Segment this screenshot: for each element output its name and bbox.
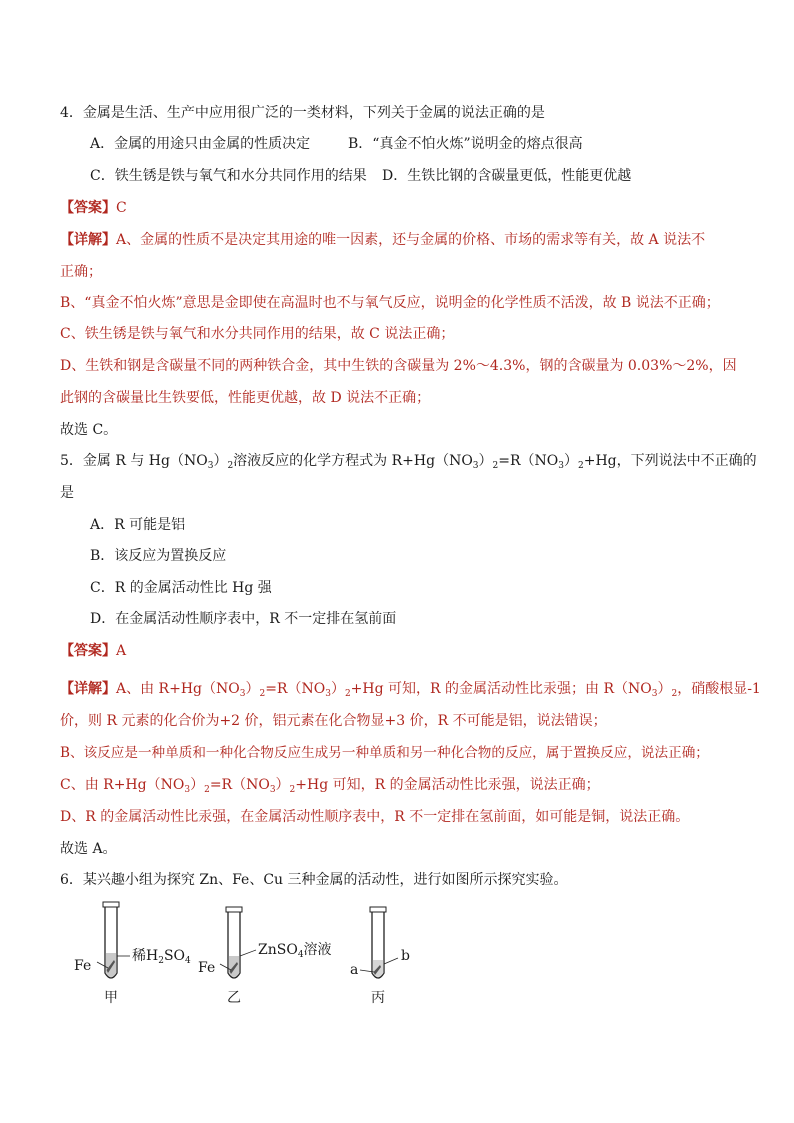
tube-bing-label-a: a [350, 962, 359, 978]
q5-detail-line: C、由 $R+Hg(NO_3)_2=R(NO_3)_2+Hg$ 可知，R 的金属活动性比汞强，说法正确； [60, 777, 600, 795]
q4-detail-line [60, 230, 705, 250]
detail-tag: 【详解】 [60, 681, 116, 697]
q5-option-b: B．该反应为置换反应 [90, 548, 227, 564]
q4-stem: 4．金属是生活、生产中应用很广泛的一类材料，下列关于金属的说法正确的是 [60, 105, 545, 121]
q4-answer [60, 198, 127, 218]
answer-value: C [116, 200, 127, 216]
q4-option-a: A．金属的用途只由金属的性质决定 [90, 136, 311, 152]
q5-answer [60, 641, 126, 661]
q4-detail-line: B、“真金不怕火炼”意思是金即使在高温时也不与氧气反应，说明金的化学性质不活泼，故 B 说法不正确； [60, 295, 720, 311]
q4-option-b: B．“真金不怕火炼”说明金的熔点很高 [348, 136, 583, 152]
q5-option-a: A．R 可能是铝 [90, 517, 186, 533]
q5-detail-line: B、该反应是一种单质和一种化合物反应生成另一种单质和另一种化合物的反应，属于置换反应，说法正确； [60, 745, 709, 761]
q5-option-d: D．在金属活动性顺序表中，R 不一定排在氢前面 [90, 611, 397, 627]
answer-value: A [116, 643, 127, 659]
q4-conclusion: 故选 C。 [60, 422, 118, 438]
tube-jia [74, 902, 191, 1006]
q4-detail-line: D、生铁和钢是含碳量不同的两种铁合金，其中生铁的含碳量为 2%～4.3%，钢的含碳量为 0.03%～2%，因 [60, 358, 737, 374]
detail-tag: 【详解】 [60, 232, 116, 248]
q4-option-c: C．铁生锈是铁与氧气和水分共同作用的结果 [90, 168, 367, 184]
q5-detail-line: 价，则 R 元素的化合价为+2 价，铝元素在化合物显+3 价，R 不可能是铝，说法错误； [60, 713, 607, 729]
q5-detail-line: 【详解】A、由 $R+Hg(NO_3)_2=R(NO_3)_2+Hg$ 可知，R 的金属活动性比汞强；由 $R(NO_3)_2$，硝酸根显-1 [60, 681, 761, 699]
tube-bing-label-b: b [401, 948, 410, 964]
answer-tag: 【答案】 [60, 200, 116, 216]
answer-tag: 【答案】 [60, 643, 116, 659]
q5-stem-continued: 是 [60, 485, 74, 501]
tube-bing [350, 907, 410, 1006]
tube-jia-reagent: 稀$H_2SO_4$ [132, 948, 191, 966]
tube-yi-caption: 乙 [227, 990, 241, 1006]
test-tube-figure [60, 898, 500, 1018]
q4-detail-line: C、铁生锈是铁与氧气和水分共同作用的结果，故 C 说法正确； [60, 326, 455, 342]
tube-yi-metal: Fe [198, 960, 216, 976]
q5-option-c: C．R 的金属活动性比 Hg 强 [90, 580, 272, 596]
q6-stem: 6．某兴趣小组为探究 Zn、Fe、Cu 三种金属的活动性，进行如图所示探究实验。 [60, 872, 568, 888]
q4-option-d: D．生铁比钢的含碳量更低，性能更优越 [382, 168, 632, 184]
q5-detail-line: D、R 的金属活动性比汞强，在金属活动性顺序表中，R 不一定排在氢前面，如可能是铜，说法正确。 [60, 809, 690, 825]
q5-stem: 5．金属 R 与 $Hg(NO_3)_2$溶液反应的化学方程式为 $R+Hg(NO_3)_2=R(NO_3)_2+Hg$，下列说法中不正确的 [60, 453, 757, 471]
detail-text: A、金属的性质不是决定其用途的唯一因素，还与金属的价格、市场的需求等有关，故 A 说法不 [116, 232, 706, 248]
tube-jia-metal: Fe [74, 958, 92, 974]
q4-detail-line: 正确； [60, 264, 102, 280]
q5-conclusion: 故选 A。 [60, 841, 117, 857]
tube-jia-caption: 甲 [104, 990, 118, 1006]
tube-bing-caption: 丙 [371, 990, 385, 1006]
tube-yi-reagent: ZnSO$_4$溶液 [258, 942, 332, 960]
q4-detail-line: 此钢的含碳量比生铁要低，性能更优越，故 D 说法不正确； [60, 390, 431, 406]
tube-yi [198, 907, 332, 1006]
